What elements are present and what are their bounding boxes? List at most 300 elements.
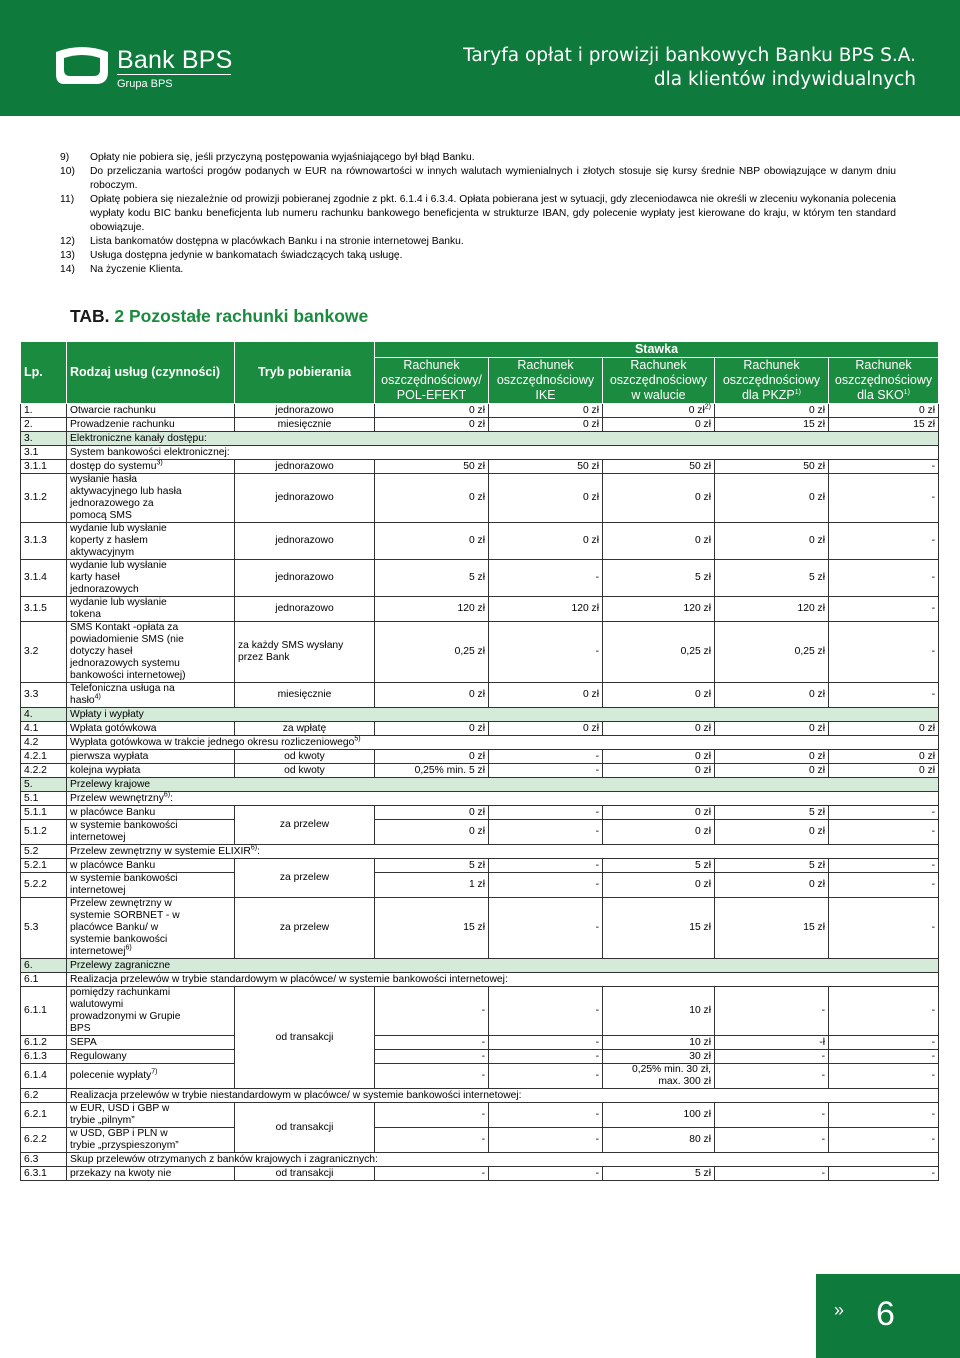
row-mode: jednorazowo	[235, 597, 375, 622]
service-line: jednorazowych	[70, 584, 139, 595]
row-service: Prowadzenie rachunku	[67, 418, 235, 432]
table-row	[21, 764, 939, 778]
footnote-text: Opłatę pobiera się niezależnie od prowizji pobieranej zgodnie z pkt. 6.1.4 i 6.3.4. Opłata pobierana jest w sytuacji, gdy zleceniodawca nie określi w zleceniu wykonania polecenia wypłaty kodu BIC banku beneficjenta lub numeru rachunku bankowego beneficjenta w strukturze IBAN, gdy polecenie wypłaty jest kierowane do kraju, w którym ten standard obowiązuje.	[90, 194, 896, 233]
header-line: oszczędnościowy	[834, 373, 933, 387]
row-service	[67, 597, 235, 622]
row-value: -	[829, 1103, 939, 1128]
row-lp: 5.2.2	[21, 873, 67, 898]
table-row	[21, 1036, 939, 1050]
service-text: dostęp do systemu	[70, 460, 157, 472]
column-header-pkzp	[715, 358, 829, 404]
row-value: 100 zł	[603, 1103, 715, 1128]
subsection-text: Przelew zewnętrzny w systemie ELIXIR	[70, 845, 251, 857]
row-lp: 6.	[21, 959, 67, 973]
service-line: prowadzonymi w Grupie	[70, 1011, 181, 1022]
service-line: hasło	[70, 695, 95, 706]
document-title-line2: dla klientów indywidualnych	[653, 69, 916, 90]
row-value: 15 zł	[603, 898, 715, 959]
row-service: przekazy na kwoty nie	[67, 1167, 235, 1181]
row-value: 15 zł	[829, 418, 939, 432]
subsection-title: Skup przelewów otrzymanych z banków krajowych i zagranicznych:	[67, 1153, 939, 1167]
row-lp: 4.2.1	[21, 750, 67, 764]
section-title: Wpłaty i wypłaty	[67, 708, 939, 722]
table-row	[21, 1128, 939, 1153]
footnote-number: 9)	[60, 152, 70, 163]
service-line: pomiędzy rachunkami	[70, 987, 171, 998]
footnote-ref: 2)	[704, 403, 711, 411]
row-value: 0 zł	[715, 683, 829, 708]
row-value: 15 zł	[715, 898, 829, 959]
row-service	[67, 1064, 235, 1089]
row-lp: 1.	[21, 404, 67, 418]
row-value: -	[489, 750, 603, 764]
row-lp: 6.3.1	[21, 1167, 67, 1181]
subsection-title	[67, 736, 939, 750]
service-line: SMS Kontakt -opłata za	[70, 622, 179, 633]
service-line: w systemie bankowości	[70, 820, 178, 831]
row-service	[67, 560, 235, 597]
mode-line: za każdy SMS wysłany	[238, 640, 344, 651]
footnotes	[60, 151, 896, 277]
row-mode: jednorazowo	[235, 460, 375, 474]
row-value: 0 zł	[375, 418, 489, 432]
service-line: internetowej	[70, 885, 126, 896]
row-value: 0 zł	[603, 474, 715, 523]
row-value: -	[829, 1050, 939, 1064]
row-mode: miesięcznie	[235, 683, 375, 708]
row-value	[603, 404, 715, 418]
brand-name: Bank BPS	[117, 46, 233, 74]
row-value: 15 zł	[375, 898, 489, 959]
row-lp: 6.1.2	[21, 1036, 67, 1050]
bank-bps-logo-icon	[52, 44, 112, 86]
row-value: -	[829, 683, 939, 708]
table-row	[21, 898, 939, 959]
row-value: 50 zł	[603, 460, 715, 474]
row-value: 0 zł	[375, 404, 489, 418]
row-lp: 6.3	[21, 1153, 67, 1167]
row-value: -	[715, 1128, 829, 1153]
footnote-number: 10)	[60, 166, 75, 177]
row-service	[67, 474, 235, 523]
subsection-title	[67, 792, 939, 806]
value-line: max. 300 zł	[658, 1076, 711, 1087]
subsection-title	[67, 845, 939, 859]
table-row	[21, 1064, 939, 1089]
row-lp: 3.2	[21, 622, 67, 683]
row-lp: 3.1	[21, 446, 67, 460]
row-lp: 3.1.4	[21, 560, 67, 597]
header-line: Rachunek	[855, 358, 912, 372]
row-mode: jednorazowo	[235, 404, 375, 418]
row-value: 30 zł	[603, 1050, 715, 1064]
service-line: trybie „przyspieszonym”	[70, 1140, 179, 1151]
section-row	[21, 959, 939, 973]
row-value: -	[829, 560, 939, 597]
table-row	[21, 722, 939, 736]
service-line: tokena	[70, 609, 101, 620]
row-value: 0 zł	[375, 722, 489, 736]
table-row	[21, 873, 939, 898]
column-header-waluta	[603, 358, 715, 404]
row-value: 0 zł	[715, 750, 829, 764]
header-line: Rachunek	[743, 358, 800, 372]
row-value: -	[715, 1064, 829, 1089]
service-line: Telefoniczna usługa na	[70, 683, 175, 694]
value-text: 0 zł	[688, 404, 705, 416]
row-value: 0 zł	[375, 523, 489, 560]
row-service	[67, 820, 235, 845]
row-value: -	[829, 474, 939, 523]
row-value: -	[375, 987, 489, 1036]
subsection-row	[21, 736, 939, 750]
subsection-row	[21, 973, 939, 987]
row-value: -	[829, 460, 939, 474]
row-lp: 6.1	[21, 973, 67, 987]
page-header	[0, 0, 960, 116]
service-line: jednorazowych systemu	[70, 658, 180, 669]
header-line: IKE	[535, 388, 556, 402]
row-value: 5 zł	[715, 806, 829, 820]
footnote-text: Na życzenie Klienta.	[90, 264, 184, 275]
row-value: -	[375, 1064, 489, 1089]
footnote	[60, 151, 896, 165]
row-lp: 5.3	[21, 898, 67, 959]
service-line: powiadomienie SMS (nie	[70, 634, 184, 645]
column-header-pol-efekt	[375, 358, 489, 404]
row-lp: 6.1.4	[21, 1064, 67, 1089]
row-mode	[235, 622, 375, 683]
row-value: -	[489, 1103, 603, 1128]
row-service: w placówce Banku	[67, 859, 235, 873]
row-value: -	[489, 622, 603, 683]
subsection-suffix: :	[257, 845, 260, 857]
column-header-sko	[829, 358, 939, 404]
header-line: dla SKO	[857, 388, 904, 402]
row-value: -	[375, 1103, 489, 1128]
row-value: 15 zł	[715, 418, 829, 432]
row-value: 0 zł	[603, 806, 715, 820]
subsection-text: Wypłata gotówkowa w trakcie jednego okresu rozliczeniowego	[70, 736, 355, 748]
row-value: 50 zł	[715, 460, 829, 474]
table-row	[21, 1167, 939, 1181]
row-value: 50 zł	[489, 460, 603, 474]
row-value: 5 zł	[715, 560, 829, 597]
row-value: 0 zł	[829, 722, 939, 736]
row-value: -	[829, 1064, 939, 1089]
row-value: -	[489, 806, 603, 820]
row-service: Wpłata gotówkowa	[67, 722, 235, 736]
row-service	[67, 1103, 235, 1128]
service-line: systemie SORBNET - w	[70, 910, 180, 921]
row-value: 0 zł	[375, 820, 489, 845]
row-value: 0 zł	[375, 683, 489, 708]
row-lp: 5.2.1	[21, 859, 67, 873]
row-value: -	[829, 806, 939, 820]
row-value: 5 zł	[603, 560, 715, 597]
service-line: wydanie lub wysłanie	[70, 560, 167, 571]
row-service: pierwsza wypłata	[67, 750, 235, 764]
service-line: systemie bankowości	[70, 934, 168, 945]
row-value: 80 zł	[603, 1128, 715, 1153]
service-line: placówce Banku/ w	[70, 922, 159, 933]
service-line: bankowości internetowej)	[70, 670, 186, 681]
service-line: trybie „pilnym”	[70, 1115, 135, 1126]
row-value: 120 zł	[489, 597, 603, 622]
table-row	[21, 806, 939, 820]
header-line: oszczędnościowy	[496, 373, 595, 387]
service-line: walutowymi	[70, 999, 124, 1010]
footnote-ref: 6)	[250, 844, 258, 852]
footnote	[60, 235, 896, 249]
subsection-title: System bankowości elektronicznej:	[67, 446, 939, 460]
row-lp: 6.1.1	[21, 987, 67, 1036]
section-title: Elektroniczne kanały dostępu:	[67, 432, 939, 446]
row-value: 0 zł	[489, 722, 603, 736]
row-value: -	[715, 987, 829, 1036]
row-value: 0,25 zł	[603, 622, 715, 683]
row-mode: od transakcji	[235, 1167, 375, 1181]
value-line: 0,25% min. 30 zł,	[632, 1064, 711, 1075]
row-value: -	[489, 873, 603, 898]
table-row	[21, 820, 939, 845]
row-service	[67, 683, 235, 708]
row-value: 5 zł	[603, 1167, 715, 1181]
row-value: -	[829, 1036, 939, 1050]
row-value: -	[489, 560, 603, 597]
row-lp: 3.3	[21, 683, 67, 708]
row-value: 0 zł	[603, 418, 715, 432]
mode-line: przez Bank	[238, 652, 290, 663]
row-mode: za przelew	[235, 898, 375, 959]
column-header-mode: Tryb pobierania	[235, 342, 375, 404]
row-value: 0 zł	[489, 523, 603, 560]
row-lp: 5.1.1	[21, 806, 67, 820]
footnote-ref: 6)	[163, 791, 171, 799]
row-service	[67, 873, 235, 898]
row-value: 120 zł	[603, 597, 715, 622]
table-title-text: 2 Pozostałe rachunki bankowe	[114, 306, 369, 326]
header-line: Rachunek	[630, 358, 687, 372]
row-value: 0 zł	[603, 873, 715, 898]
row-value: -	[829, 987, 939, 1036]
row-value: -	[375, 1036, 489, 1050]
table-row	[21, 404, 939, 418]
page-arrow-icon: »	[834, 1300, 845, 1320]
row-value: -	[375, 1128, 489, 1153]
row-value: 0 zł	[375, 474, 489, 523]
row-value: 5 zł	[375, 859, 489, 873]
row-value: 0,25 zł	[375, 622, 489, 683]
service-line: internetowej	[70, 946, 126, 957]
row-service: Otwarcie rachunku	[67, 404, 235, 418]
header-line: Rachunek	[517, 358, 574, 372]
footnote-number: 11)	[60, 194, 75, 205]
row-value	[603, 1064, 715, 1089]
row-lp: 3.	[21, 432, 67, 446]
row-value: -	[829, 898, 939, 959]
header-line: dla PKZP	[741, 388, 795, 402]
row-value: 0 zł	[715, 873, 829, 898]
subsection-row	[21, 446, 939, 460]
footnote-ref: 7)	[151, 1068, 158, 1076]
row-mode: od kwoty	[235, 750, 375, 764]
row-value: 1 zł	[375, 873, 489, 898]
service-line: Przelew zewnętrzny w	[70, 898, 172, 909]
row-value: 0 zł	[829, 764, 939, 778]
service-line: w systemie bankowości	[70, 873, 178, 884]
section-row	[21, 432, 939, 446]
row-value: 0 zł	[715, 722, 829, 736]
header-line: w walucie	[631, 388, 686, 402]
footnote-ref: 1)	[794, 388, 802, 396]
column-header-stawka: Stawka	[375, 342, 939, 358]
service-line: karty haseł	[70, 572, 120, 583]
table-row	[21, 460, 939, 474]
document-title	[463, 44, 916, 92]
row-value: -	[829, 1128, 939, 1153]
table-title-prefix: TAB.	[70, 306, 110, 326]
footnote-text: Lista bankomatów dostępna w placówkach Banku i na stronie internetowej Banku.	[90, 236, 464, 247]
table-row	[21, 622, 939, 683]
row-value: -	[489, 1050, 603, 1064]
row-lp: 5.2	[21, 845, 67, 859]
footnote-text: Usługa dostępna jedynie w bankomatach świadczących taką usługę.	[90, 250, 403, 261]
row-value: 50 zł	[375, 460, 489, 474]
row-value: 0 zł	[489, 474, 603, 523]
row-service: kolejna wypłata	[67, 764, 235, 778]
row-service: w placówce Banku	[67, 806, 235, 820]
footnote-ref: 3)	[156, 459, 163, 467]
row-value: -	[829, 1167, 939, 1181]
row-value: 0,25% min. 5 zł	[375, 764, 489, 778]
service-line: koperty z hasłem	[70, 535, 148, 546]
table-row	[21, 683, 939, 708]
row-value: 0 zł	[375, 750, 489, 764]
row-value: -	[715, 1103, 829, 1128]
service-line: jednorazowego za	[70, 498, 154, 509]
row-service	[67, 460, 235, 474]
row-value: 0 zł	[603, 523, 715, 560]
row-lp: 2.	[21, 418, 67, 432]
subsection-row	[21, 792, 939, 806]
subsection-row	[21, 1089, 939, 1103]
row-value: -	[489, 820, 603, 845]
row-value: 0,25 zł	[715, 622, 829, 683]
row-mode: od transakcji	[235, 987, 375, 1089]
row-lp: 6.1.3	[21, 1050, 67, 1064]
footnote	[60, 193, 896, 235]
row-value: 0 zł	[829, 404, 939, 418]
row-value: 0 zł	[603, 764, 715, 778]
section-row	[21, 778, 939, 792]
row-value: -	[489, 1167, 603, 1181]
row-value: -	[829, 873, 939, 898]
row-value: -	[489, 859, 603, 873]
fees-table	[20, 341, 939, 1181]
row-service	[67, 898, 235, 959]
row-value: 120 zł	[375, 597, 489, 622]
row-value: 5 zł	[375, 560, 489, 597]
row-mode: od transakcji	[235, 1103, 375, 1153]
row-mode: miesięcznie	[235, 418, 375, 432]
row-mode: jednorazowo	[235, 523, 375, 560]
row-value: 0 zł	[829, 750, 939, 764]
row-value: 10 zł	[603, 1036, 715, 1050]
service-text: polecenie wypłaty	[70, 1070, 152, 1081]
row-service	[67, 1128, 235, 1153]
subsection-suffix: :	[170, 792, 173, 804]
row-lp: 5.	[21, 778, 67, 792]
row-value: -	[715, 1167, 829, 1181]
row-lp: 4.2	[21, 736, 67, 750]
row-mode: od kwoty	[235, 764, 375, 778]
section-title: Przelewy zagraniczne	[67, 959, 939, 973]
row-lp: 5.1	[21, 792, 67, 806]
table-title	[70, 306, 368, 327]
service-line: dotyczy haseł	[70, 646, 133, 657]
page-number: 6	[876, 1295, 895, 1333]
row-value: 0 zł	[715, 474, 829, 523]
header-line: POL-EFEKT	[396, 388, 467, 402]
table-row	[21, 523, 939, 560]
service-line: w EUR, USD i GBP w	[70, 1103, 170, 1114]
subsection-row	[21, 845, 939, 859]
row-lp: 4.	[21, 708, 67, 722]
row-value: -	[375, 1050, 489, 1064]
row-value: -	[375, 1167, 489, 1181]
footnote-number: 12)	[60, 236, 75, 247]
column-header-lp: Lp.	[21, 342, 67, 404]
service-line: wysłanie hasła	[70, 474, 137, 485]
row-service	[67, 987, 235, 1036]
row-lp: 6.2.2	[21, 1128, 67, 1153]
subsection-text: Przelew wewnętrzny	[70, 792, 164, 804]
row-value: 5 zł	[603, 859, 715, 873]
row-value: -ł	[715, 1036, 829, 1050]
row-value: 0 zł	[715, 404, 829, 418]
row-value: -	[489, 987, 603, 1036]
row-value: 5 zł	[715, 859, 829, 873]
row-lp: 4.1	[21, 722, 67, 736]
row-value: 0 zł	[715, 820, 829, 845]
row-mode: jednorazowo	[235, 474, 375, 523]
row-value: 0 zł	[715, 523, 829, 560]
row-value: -	[489, 898, 603, 959]
table-row	[21, 597, 939, 622]
row-mode: za wpłatę	[235, 722, 375, 736]
table-row	[21, 859, 939, 873]
document-title-line1: Taryfa opłat i prowizji bankowych Banku BPS S.A.	[463, 45, 916, 66]
row-value: -	[489, 764, 603, 778]
row-value: 0 zł	[715, 764, 829, 778]
row-value: 0 zł	[489, 404, 603, 418]
row-lp: 5.1.2	[21, 820, 67, 845]
section-title: Przelewy krajowe	[67, 778, 939, 792]
table-row	[21, 1103, 939, 1128]
row-lp: 3.1.1	[21, 460, 67, 474]
row-mode: jednorazowo	[235, 560, 375, 597]
row-lp: 3.1.2	[21, 474, 67, 523]
service-line: wydanie lub wysłanie	[70, 523, 167, 534]
row-lp: 3.1.3	[21, 523, 67, 560]
table-row	[21, 474, 939, 523]
row-lp: 4.2.2	[21, 764, 67, 778]
service-line: pomocą SMS	[70, 510, 132, 521]
subsection-title: Realizacja przelewów w trybie niestandardowym w placówce/ w systemie bankowości internetowej:	[67, 1089, 939, 1103]
footnote-ref: 4)	[94, 693, 101, 701]
row-value: -	[489, 1064, 603, 1089]
